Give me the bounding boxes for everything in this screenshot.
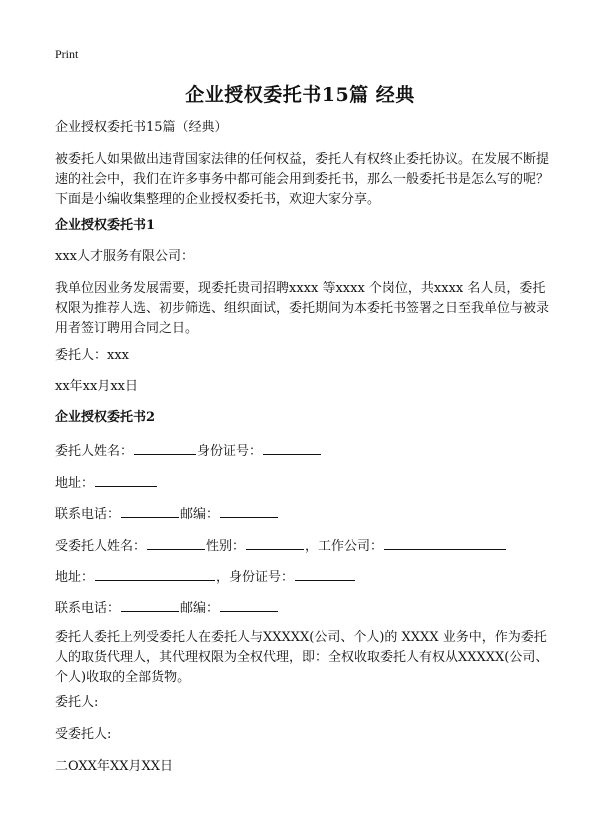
principal-id-label: 身份证号： [197, 444, 263, 459]
agent-postcode-blank [220, 597, 278, 612]
agent-company-blank [384, 535, 506, 550]
print-link[interactable]: Print [55, 47, 79, 61]
agent-address-row [55, 566, 555, 588]
agent-id-label: ，身份证号： [216, 570, 295, 585]
principal-name-label: 委托人姓名： [55, 444, 134, 459]
principal-postcode-label: 邮编： [180, 507, 220, 522]
subtitle: 企业授权委托书15篇（经典） [55, 120, 228, 135]
section1-signer: 委托人：xxx [55, 348, 129, 363]
section1-heading: 企业授权委托书1 [55, 218, 156, 233]
principal-phone-label: 联系电话： [55, 507, 121, 522]
agent-name-row [55, 535, 555, 557]
page-title: 企业授权委托书15篇 经典 [185, 84, 415, 106]
section2-date: 二OXX年XX月XX日 [55, 759, 173, 774]
principal-address-row [55, 472, 555, 494]
agent-phone-blank [121, 597, 179, 612]
intro-paragraph: 被委托人如果做出违背国家法律的任何权益，委托人有权终止委托协议。在发展不断提速的社会中，我们在许多事务中都可能会用到委托书，那么一般委托书是怎么写的呢？下面是小编收集整理的企业授权委托书，欢迎大家分享。 [55, 152, 550, 207]
agent-phone-label: 联系电话： [55, 601, 121, 616]
principal-address-label: 地址： [55, 476, 95, 491]
agent-gender-label: 性别： [206, 539, 246, 554]
principal-name-blank [134, 440, 196, 455]
section2-heading: 企业授权委托书2 [55, 410, 156, 425]
agent-phone-row [55, 597, 555, 619]
section1-date: xx年xx月xx日 [55, 379, 138, 394]
agent-signature: 受委托人: [55, 727, 112, 742]
agent-name-blank [147, 535, 205, 550]
principal-postcode-blank [220, 503, 278, 518]
principal-address-blank [95, 472, 157, 487]
agent-company-label: ，工作公司： [305, 539, 384, 554]
section2-body: 委托人委托上列受委托人在委托人与XXXXX(公司、个人)的 XXXX 业务中，作为委托人的取货代理人，其代理权限为全权代理，即：全权收取委托人有权从XXXXX(公司、个人)收取的全部货物。 [55, 630, 549, 685]
agent-postcode-label: 邮编： [180, 601, 220, 616]
principal-phone-row [55, 503, 555, 525]
section1-addressee: xxx人才服务有限公司： [55, 249, 194, 264]
agent-gender-blank [246, 535, 304, 550]
agent-address-blank [95, 566, 215, 581]
principal-id-blank [263, 440, 321, 455]
agent-name-label: 受委托人姓名： [55, 539, 147, 554]
section1-body: 我单位因业务发展需要，现委托贵司招聘xxxx 等xxxx 个岗位，共xxxx 名人员，委托权限为推荐人选、初步筛选、组织面试，委托期间为本委托书签署之日至我单位与被录用者签订聘用合同之日。 [55, 281, 550, 336]
principal-phone-blank [121, 503, 179, 518]
principal-name-row [55, 440, 555, 462]
agent-id-blank [295, 566, 355, 581]
principal-signature: 委托人: [55, 695, 99, 710]
agent-address-label: 地址： [55, 570, 95, 585]
